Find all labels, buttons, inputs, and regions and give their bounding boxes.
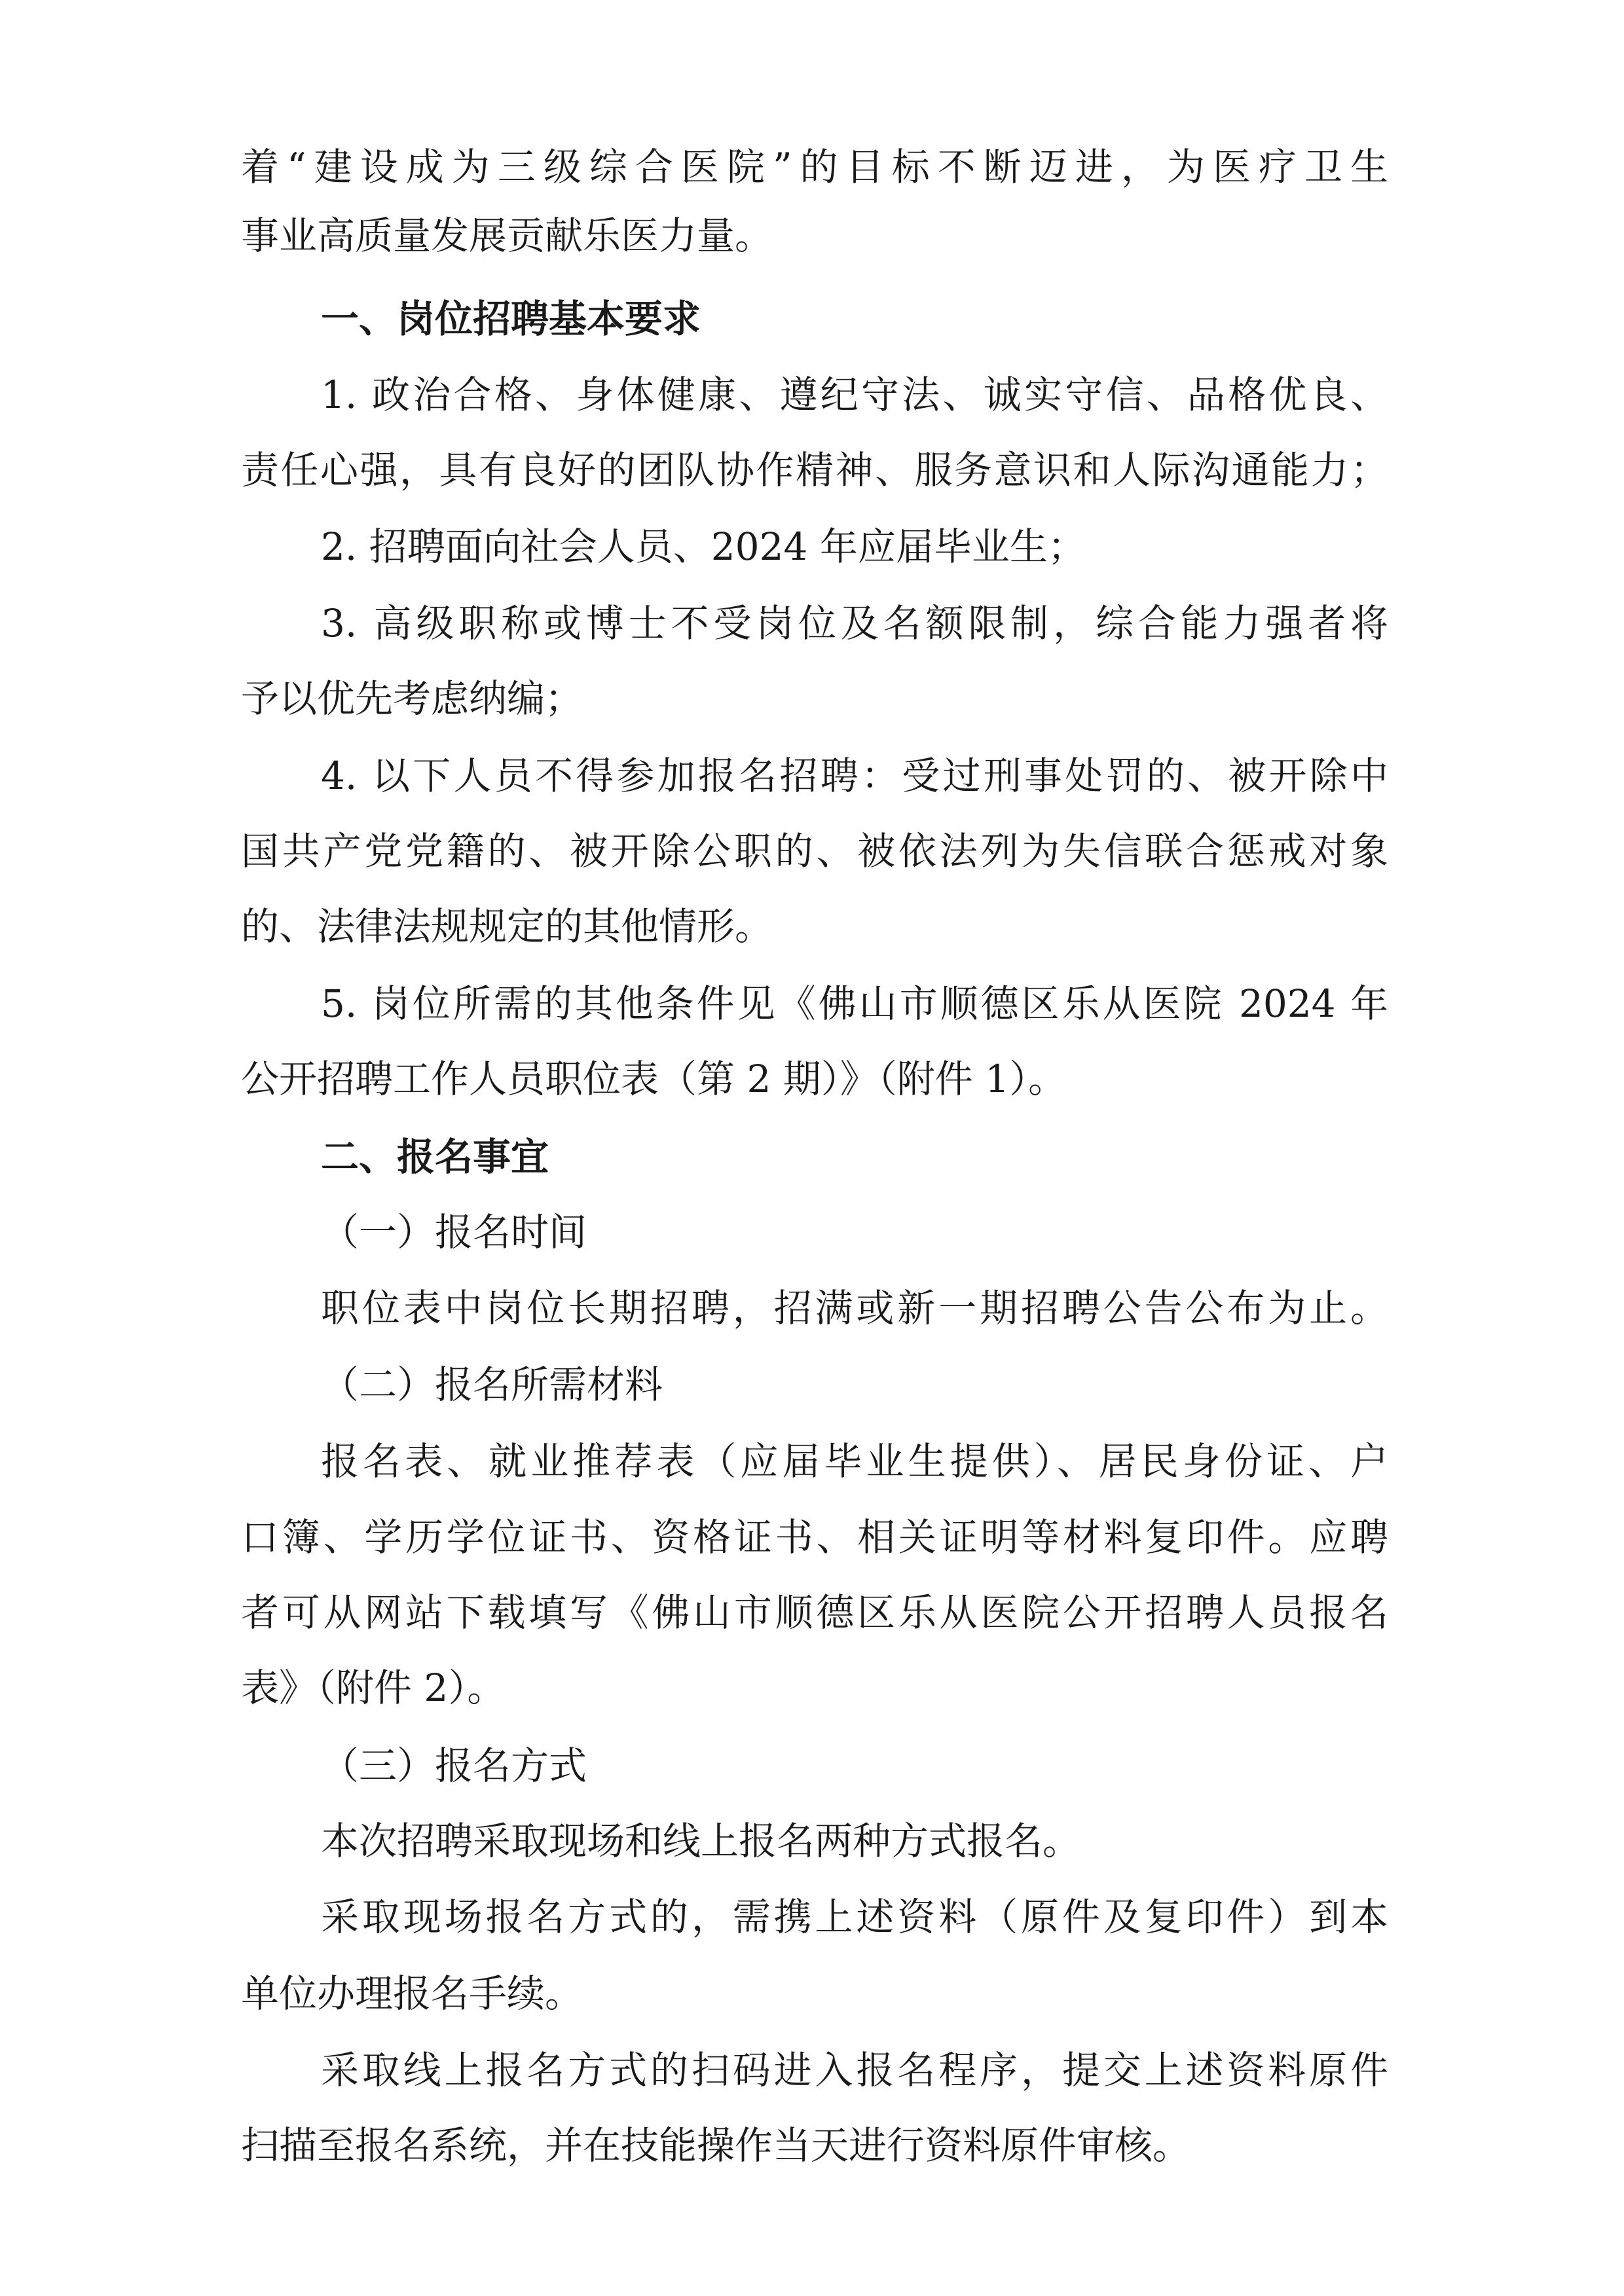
text-line: 职位表中岗位长期招聘，招满或新一期招聘公告公布为止。 <box>321 1286 1388 1330</box>
subsection-heading: （二）报名所需材料 <box>321 1362 663 1407</box>
text-line: 采取现场报名方式的，需携上述资料（原件及复印件）到本 <box>321 1895 1388 1939</box>
text-line: 报名表、就业推荐表（应届毕业生提供）、居民身份证、户 <box>321 1439 1388 1484</box>
text-line: 责任心强，具有良好的团队协作精神、服务意识和人际沟通能力； <box>241 448 1388 492</box>
text-line: 3. 高级职称或博士不受岗位及名额限制，综合能力强者将 <box>321 601 1388 646</box>
text-line: 本次招聘采取现场和线上报名两种方式报名。 <box>321 1819 1081 1863</box>
text-line: 予以优先考虑纳编； <box>241 676 583 721</box>
text-line: 口簿、学历学位证书、资格证书、相关证明等材料复印件。应聘 <box>241 1515 1388 1559</box>
text-line: 表》（附件 2）。 <box>241 1666 506 1710</box>
text-line: 5. 岗位所需的其他条件见《佛山市顺德区乐从医院 2024 年 <box>321 981 1388 1026</box>
text-line: 2. 招聘面向社会人员、2024 年应届毕业生； <box>321 524 1086 569</box>
text-line: 国共产党党籍的、被开除公职的、被依法列为失信联合惩戒对象 <box>241 829 1388 873</box>
text-line: 公开招聘工作人员职位表（第 2 期）》（附件 1）。 <box>241 1057 1067 1101</box>
subsection-heading: （一）报名时间 <box>321 1210 587 1254</box>
text-line: 者可从网站下载填写《佛山市顺德区乐从医院公开招聘人员报名 <box>241 1590 1388 1635</box>
text-line: 采取线上报名方式的扫码进入报名程序，提交上述资料原件 <box>321 2048 1388 2092</box>
text-line: 的、法律法规规定的其他情形。 <box>241 904 773 949</box>
text-line: 4. 以下人员不得参加报名招聘：受过刑事处罚的、被开除中 <box>321 754 1388 798</box>
text-line: 扫描至报名系统，并在技能操作当天进行资料原件审核。 <box>241 2123 1191 2168</box>
text-line: 着“建设成为三级综合医院”的目标不断迈进，为医疗卫生 <box>241 145 1388 189</box>
section-heading-2: 二、报名事宜 <box>321 1135 549 1179</box>
text-line: 事业高质量发展贡献乐医力量。 <box>241 213 773 258</box>
text-line: 1. 政治合格、身体健康、遵纪守法、诚实守信、品格优良、 <box>321 373 1388 417</box>
subsection-heading: （三）报名方式 <box>321 1743 587 1788</box>
text-line: 单位办理报名手续。 <box>241 1971 583 2016</box>
section-heading-1: 一、岗位招聘基本要求 <box>321 297 701 341</box>
